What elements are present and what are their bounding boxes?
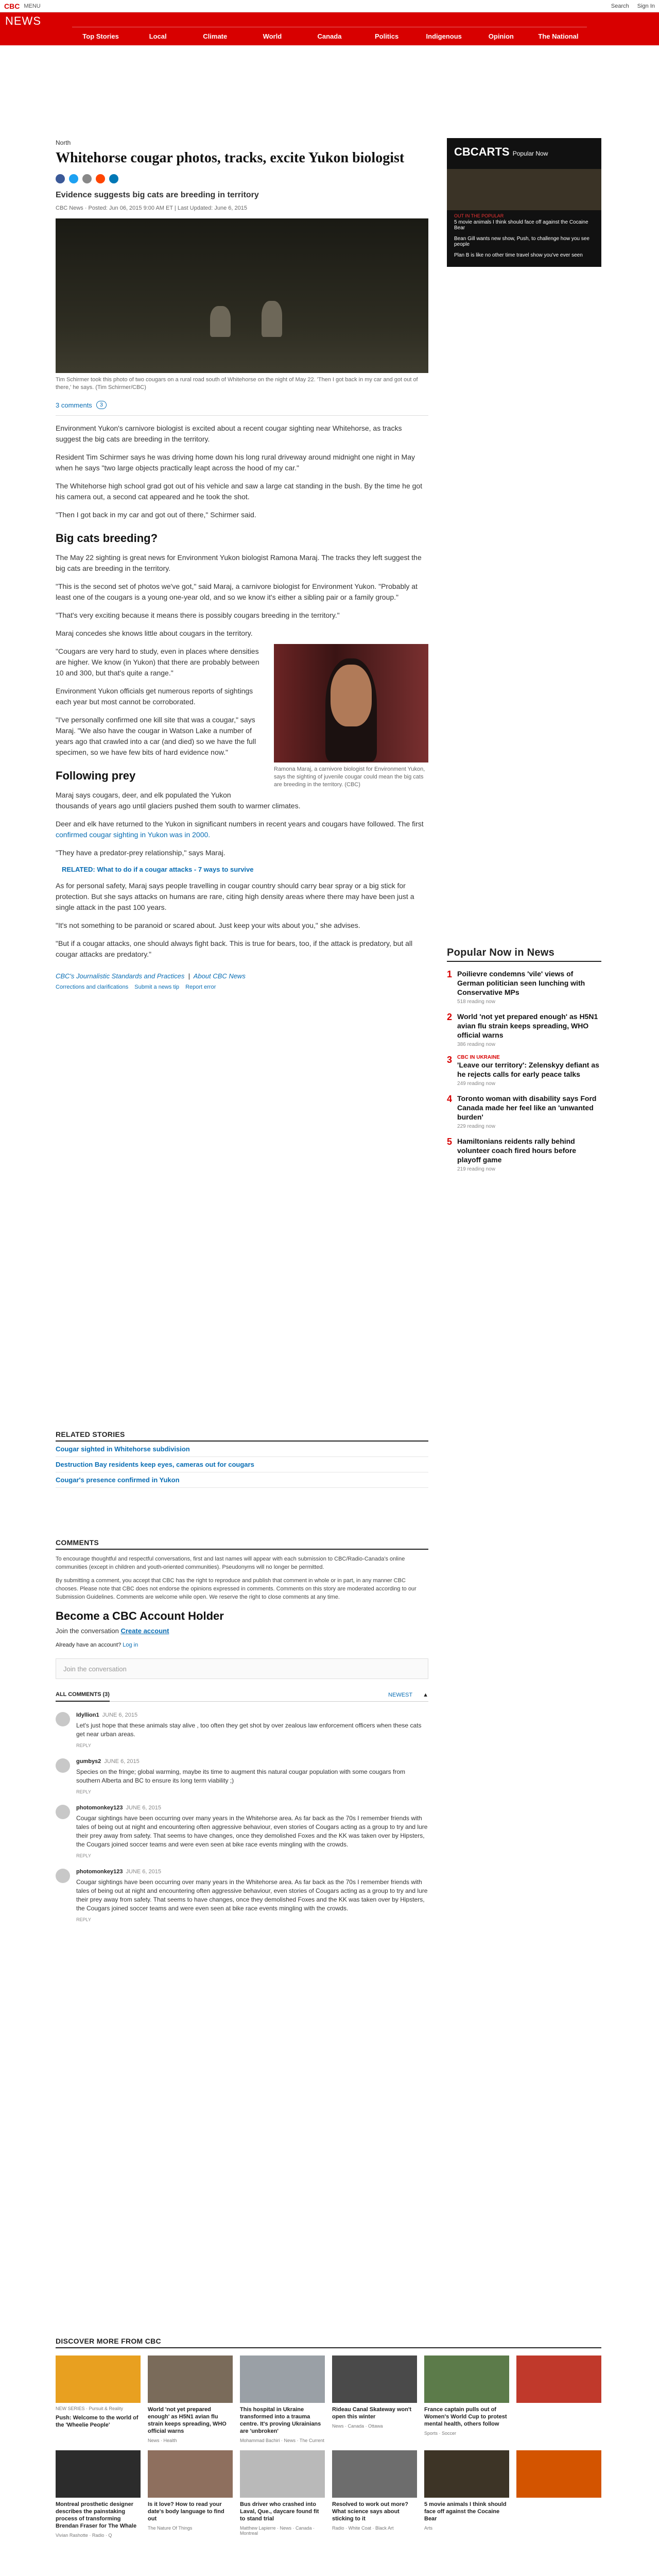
main-nav xyxy=(72,27,587,45)
paragraph: Environment Yukon's carnivore biologist is excited about a recent cougar sighting near Whitehorse, as tracks suggest the big cats are breeding in the territory. xyxy=(56,424,402,443)
nav-item[interactable]: World xyxy=(244,27,301,45)
nav-item[interactable]: The National xyxy=(530,27,587,45)
paragraph: "But if a cougar attacks, one should always fight back. This is true for bears, too, if the attack is predatory, but all cougar attacks are predatory." xyxy=(56,939,413,958)
comment-author[interactable] xyxy=(76,1712,428,1718)
discover-card[interactable] xyxy=(424,2355,509,2443)
join-text: Join the conversation xyxy=(56,1627,119,1635)
card-title[interactable]: Is it love? How to read your date's body language to find out xyxy=(148,2501,224,2522)
card-title[interactable]: Bus driver who crashed into Laval, Que., daycare found fit to stand trial xyxy=(240,2501,319,2522)
author-name[interactable]: photomonkey123 xyxy=(76,1805,123,1811)
card-title[interactable]: Resolved to work out more? What science says about sticking to it xyxy=(332,2501,408,2522)
popular-item[interactable] xyxy=(447,1012,601,1047)
bell-icon[interactable]: ▲ xyxy=(423,1691,428,1698)
card-title[interactable]: This hospital in Ukraine transformed into a trauma centre. It's proving Ukrainians are 'unbroken' xyxy=(240,2406,321,2434)
discover-card[interactable] xyxy=(516,2450,601,2538)
comments-section xyxy=(56,1520,428,1922)
comments-terms: By submitting a comment, you accept that CBC has the right to reproduce and publish that comment in whole or in part, in any manner CBC chooses. Please note that CBC does not endorse the opinions expressed in comments. Comments on this story are moderated according to our Submission Guidelines. Comments are welcome while open. We reserve the right to close comments at any time. xyxy=(56,1578,417,1600)
comment-author[interactable] xyxy=(76,1869,428,1875)
news-tip-link[interactable]: Submit a news tip xyxy=(134,984,180,990)
paragraph: "That's very exciting because it means there is possibly cougars breeding in the territory." xyxy=(56,611,340,619)
popular-title[interactable]: Hamiltonians reidents rally behind volunteer coach fired hours before playoff game xyxy=(457,1137,577,1164)
promo-label: OUT IN THE POPULAR xyxy=(454,213,504,218)
card-image xyxy=(240,2450,325,2498)
comment-text: Species on the fringe; global warming, maybe its time to augment this natural cougar population with some cougars from southern Alberta and BC to ensure its long term viability ;) xyxy=(76,1768,405,1784)
comment-text: Cougar sightings have been occurring over many years in the Whitehorse area. As far back as the 70s I remember friends with tales of being out at night and encountering often aggressive behaviour, even stories of Cougars acting as a group to try and lure their prey away from safety. That seems to have changes, once they demolished Foxes and the KK was taken over by Hipsters, the Cougars joined soccer teams and were even seen at bike race events mingling with the crowds. xyxy=(76,1815,428,1848)
reply-button[interactable]: REPLY xyxy=(76,1917,91,1922)
popular-reads: 386 reading now xyxy=(457,1042,495,1047)
nav-item[interactable]: Politics xyxy=(358,27,415,45)
inset-caption: Ramona Maraj, a carnivore biologist for Environment Yukon, says the sighting of juvenile cougar could mean the big cats are breeding in the territory. (CBC) xyxy=(274,766,425,788)
avatar xyxy=(56,1805,70,1819)
news-header xyxy=(0,12,659,45)
paragraph: "I've personally confirmed one kill site that was a cougar," says Maraj. "We also have the cougar in Watson Lake a number of years ago that crawled into a car (and died) so we have the full specimen, so we have few bits of hard evidence now." xyxy=(56,716,256,756)
inset-photo xyxy=(274,644,428,762)
avatar xyxy=(56,1869,70,1883)
card-title[interactable]: World 'not yet prepared enough' as H5N1 avian flu strain keeps spreading, WHO official warns xyxy=(148,2406,227,2434)
sign-in-button[interactable]: Sign In xyxy=(637,3,655,9)
card-meta: NEW SERIES · Pursuit & Reality xyxy=(56,2406,124,2411)
popular-item[interactable] xyxy=(447,1094,601,1129)
card-meta: Vivian Rashotte · Radio · Q xyxy=(56,2533,112,2538)
card-meta: Mohammad Bachiri · News · The Current xyxy=(240,2438,324,2443)
nav-item[interactable]: Indigenous xyxy=(415,27,473,45)
nav-item[interactable]: Local xyxy=(129,27,186,45)
card-image xyxy=(332,2450,417,2498)
hero-photo xyxy=(56,218,428,373)
popular-item[interactable] xyxy=(447,1055,601,1087)
cougar-figure xyxy=(262,301,282,337)
comment-item xyxy=(56,1869,428,1922)
comments-count-badge[interactable]: 3 xyxy=(96,401,107,409)
cbc-logo[interactable]: CBC xyxy=(4,2,20,10)
create-account-link[interactable]: Create account xyxy=(120,1627,169,1635)
card-meta: Radio · White Coat · Black Art xyxy=(332,2526,394,2531)
card-title[interactable]: Rideau Canal Skateway won't open this winter xyxy=(332,2406,412,2420)
card-meta: The Nature Of Things xyxy=(148,2526,193,2531)
card-image xyxy=(424,2355,509,2403)
cougar-figure xyxy=(210,306,231,337)
card-title[interactable]: France captain pulls out of Women's World Cup to protest mental health, others follow xyxy=(424,2406,507,2427)
popular-item[interactable] xyxy=(447,1137,601,1172)
paragraph: Maraj concedes she knows little about cougars in the territory. xyxy=(56,629,253,637)
promo-item[interactable]: Plan B is like no other time travel show you've ever seen xyxy=(454,252,583,258)
arts-tag: Popular Now xyxy=(512,150,548,157)
divider xyxy=(56,415,428,416)
login-link[interactable]: Log in xyxy=(123,1642,138,1648)
arts-promo[interactable] xyxy=(447,138,601,267)
card-meta: News · Health xyxy=(148,2438,177,2443)
already-text: Already have an account? xyxy=(56,1642,122,1648)
popular-reads: 518 reading now xyxy=(457,999,495,1005)
byline: CBC News · Posted: Jun 06, 2015 9:00 AM ET | Last Updated: June 6, 2015 xyxy=(56,205,247,211)
paragraph: "Cougars are very hard to study, even in places where densities are higher. We know (in Yukon) that there are probably between 10 and 300, but that's quite a range." xyxy=(56,647,259,677)
promo-item[interactable]: 5 movie animals I think should face off against the Cocaine Bear xyxy=(454,219,588,231)
nav-item[interactable]: Climate xyxy=(186,27,244,45)
email-icon[interactable] xyxy=(82,174,92,183)
author-name[interactable]: Idyllion1 xyxy=(76,1712,99,1718)
card-image xyxy=(516,2355,601,2403)
card-title[interactable]: Push: Welcome to the world of the 'Wheelie People' xyxy=(56,2415,138,2428)
paragraph: As for personal safety, Maraj says people travelling in cougar country should carry bear spray or a big stick for protection. But she says attacks on humans are rare, citing high density areas where there may have been just a single attack in the past 100 years. xyxy=(56,882,414,911)
discover-card[interactable] xyxy=(332,2450,417,2538)
card-image xyxy=(424,2450,509,2498)
news-label[interactable]: NEWS xyxy=(5,14,41,27)
card-meta: News · Canada · Ottawa xyxy=(332,2424,383,2429)
reddit-icon[interactable] xyxy=(96,174,105,183)
arts-brand xyxy=(454,145,548,159)
corrections-link[interactable]: Corrections and clarifications xyxy=(56,984,129,990)
discover-section xyxy=(56,2318,601,2538)
paragraph: "Then I got back in my car and got out of there," Schirmer said. xyxy=(56,511,256,519)
discover-card[interactable] xyxy=(240,2450,325,2538)
popular-title[interactable]: Poilievre condemns 'vile' views of German politician seen lunching with Conservative MPs xyxy=(457,970,585,996)
sidebar xyxy=(447,138,601,1172)
discover-grid xyxy=(56,2355,601,2538)
popular-title[interactable]: Toronto woman with disability says Ford Canada made her feel like an 'unwanted burden' xyxy=(457,1094,597,1121)
popular-item[interactable] xyxy=(447,969,601,1005)
popular-rank: 2 xyxy=(447,1012,453,1022)
popular-now xyxy=(447,947,601,1172)
about-news-link[interactable]: About CBC News xyxy=(193,972,246,980)
author-name[interactable]: photomonkey123 xyxy=(76,1869,123,1875)
related-stories xyxy=(56,1412,428,1488)
discover-card[interactable] xyxy=(516,2355,601,2443)
comment-item xyxy=(56,1805,428,1858)
photo-caption: Tim Schirmer took this photo of two cougars on a rural road south of Whitehorse on the night of May 22. 'Then I got back in my car and got out of there,' he says. (Tim Schirmer/CBC) xyxy=(56,377,418,391)
report-error-link[interactable]: Report error xyxy=(185,984,216,990)
comment-text: Let's just hope that these animals stay alive , too often they get shot by over zealous law enforcement officers when these cats get near urban areas. xyxy=(76,1722,422,1738)
inset-photo-block xyxy=(274,644,428,789)
card-image xyxy=(56,2355,141,2403)
related-story-link[interactable]: Destruction Bay residents keep eyes, cameras out for cougars xyxy=(56,1457,428,1472)
paragraph: The Whitehorse high school grad got out of his vehicle and saw a large cat standing in the bush. By the time he got his camera out, a second cat appeared and he took the shot. xyxy=(56,482,423,501)
popular-rank: 5 xyxy=(447,1137,453,1147)
tab-all-comments[interactable]: ALL COMMENTS (3) xyxy=(56,1691,110,1702)
paragraph-with-link xyxy=(56,819,428,840)
inline-link[interactable]: confirmed cougar sighting in Yukon was in 2000. xyxy=(56,831,211,839)
paragraph: "This is the second set of photos we've got," said Maraj, a carnivore biologist for Environment Yukon. "Probably at least one of the cougars is a young one-year old, and so we know it's either a sibling pair or a family group." xyxy=(56,582,418,601)
paragraph: Maraj says cougars, deer, and elk populated the Yukon thousands of years ago until glaciers pushed them south to warmer climates. xyxy=(56,791,301,810)
popular-rank: 3 xyxy=(447,1055,453,1065)
popular-rank: 1 xyxy=(447,969,453,979)
already-row xyxy=(56,1642,428,1648)
popular-title[interactable]: World 'not yet prepared enough' as H5N1 avian flu strain keeps spreading, WHO official warns xyxy=(457,1012,598,1039)
paragraph: Resident Tim Schirmer says he was driving home down his long rural driveway around midnight one night in May when he says "two large objects practically leapt across the hood of my car." xyxy=(56,453,415,472)
nav-item[interactable]: Canada xyxy=(301,27,358,45)
card-meta: Sports · Soccer xyxy=(424,2431,457,2436)
tab-all-label: ALL COMMENTS xyxy=(56,1691,101,1698)
article xyxy=(56,139,428,990)
paragraph: "It's not something to be paranoid or scared about. Just keep your wits about you," she advises. xyxy=(56,921,360,929)
account-heading: Become a CBC Account Holder xyxy=(56,1609,224,1622)
subheading-prey: Following prey xyxy=(56,769,136,782)
search-button[interactable]: Search xyxy=(611,3,629,9)
card-image xyxy=(240,2355,325,2403)
author-name[interactable]: gumbys2 xyxy=(76,1758,101,1765)
twitter-icon[interactable] xyxy=(69,174,78,183)
related-story-link[interactable]: Cougar sighted in Whitehorse subdivision xyxy=(56,1442,428,1457)
feedback-links xyxy=(56,984,428,990)
promo-image xyxy=(447,169,601,210)
comment-input[interactable]: Join the conversation xyxy=(56,1658,428,1679)
popular-rank: 4 xyxy=(447,1094,453,1104)
comment-text: Cougar sightings have been occurring over many years in the Whitehorse area. As far back as the 70s I remember friends with tales of being out at night and encountering often aggressive behaviour, even stories of Cougars acting as a group to try and lure their prey away from safety. That seems to have changes, once they demolished Foxes and the KK was taken over by Hipsters, the Cougars joined soccer teams and were even seen at bike race events mingling with the crowds. xyxy=(76,1878,428,1912)
promo-item[interactable]: Bean Gill wants new show, Push, to challenge how you see people xyxy=(454,236,589,247)
paragraph: Environment Yukon officials get numerous reports of sightings each year but most cannot be corroborated. xyxy=(56,687,253,706)
avatar xyxy=(56,1712,70,1726)
popular-title[interactable]: 'Leave our territory': Zelenskyy defiant as he rejects calls for early peace talks xyxy=(457,1061,599,1078)
reply-button[interactable]: REPLY xyxy=(76,1789,91,1794)
paragraph: The May 22 sighting is great news for Environment Yukon biologist Ramona Maraj. The tracks they left suggest the big cats are breeding in the territory. xyxy=(56,553,422,572)
popular-reads: 229 reading now xyxy=(457,1124,495,1129)
card-image xyxy=(516,2450,601,2498)
nav-item[interactable]: Top Stories xyxy=(72,27,129,45)
discover-card[interactable] xyxy=(56,2355,141,2443)
discover-card[interactable] xyxy=(332,2355,417,2443)
card-meta: Arts xyxy=(424,2526,433,2531)
facebook-icon[interactable] xyxy=(56,174,65,183)
discover-card[interactable] xyxy=(148,2450,233,2538)
comments-heading: COMMENTS xyxy=(56,1538,428,1550)
comments-policy: To encourage thoughtful and respectful conversations, first and last names will appear with each submission to CBC/Radio-Canada's online communities (except in children and youth-oriented communities). Pseudonyms will no longer be permitted. xyxy=(56,1556,405,1570)
comment-item xyxy=(56,1758,428,1794)
discover-card[interactable] xyxy=(148,2355,233,2443)
card-image xyxy=(56,2450,141,2498)
portrait-face xyxy=(331,665,372,726)
popular-reads: 249 reading now xyxy=(457,1081,495,1087)
comment-date: JUNE 6, 2015 xyxy=(126,1869,161,1875)
discover-heading: DISCOVER MORE FROM CBC xyxy=(56,2337,601,2348)
paragraph-text: Deer and elk have returned to the Yukon in significant numbers in recent years and cougars have followed. The first xyxy=(56,820,424,828)
tab-count: 3 xyxy=(105,1691,108,1698)
card-meta: Matthew Lapierre · News · Canada · Montreal xyxy=(240,2526,315,2536)
related-story-link[interactable]: Cougar's presence confirmed in Yukon xyxy=(56,1472,428,1488)
comment-author[interactable] xyxy=(76,1805,428,1811)
discover-card[interactable] xyxy=(424,2450,509,2538)
join-row xyxy=(56,1627,428,1635)
standards-links: CBC's Journalistic Standards and Practices | About CBC News xyxy=(56,972,246,980)
reply-button[interactable]: REPLY xyxy=(76,1853,91,1858)
comments-link[interactable] xyxy=(56,401,428,409)
standards-link[interactable]: CBC's Journalistic Standards and Practices xyxy=(56,972,185,980)
share-bar xyxy=(56,174,428,183)
section-label[interactable]: North xyxy=(56,139,71,146)
comment-date: JUNE 6, 2015 xyxy=(126,1805,161,1811)
linkedin-icon[interactable] xyxy=(109,174,118,183)
card-title[interactable]: 5 movie animals I think should face off against the Cocaine Bear xyxy=(424,2501,507,2522)
card-image xyxy=(332,2355,417,2403)
comment-item xyxy=(56,1712,428,1748)
comment-author[interactable] xyxy=(76,1758,428,1765)
related-heading: RELATED STORIES xyxy=(56,1430,428,1442)
arts-brand-text: CBCARTS xyxy=(454,145,510,158)
sort-dropdown[interactable]: NEWEST xyxy=(388,1691,413,1698)
comments-link-label[interactable]: 3 comments xyxy=(56,401,92,409)
menu-button[interactable]: MENU xyxy=(24,3,41,9)
related-inline-link[interactable]: RELATED: What to do if a cougar attacks - 7 ways to survive xyxy=(62,866,254,873)
subheading-breeding: Big cats breeding? xyxy=(56,532,158,545)
popular-reads: 219 reading now xyxy=(457,1166,495,1172)
reply-button[interactable]: REPLY xyxy=(76,1743,91,1748)
discover-card[interactable] xyxy=(240,2355,325,2443)
nav-item[interactable]: Opinion xyxy=(473,27,530,45)
discover-card[interactable] xyxy=(56,2450,141,2538)
comment-date: JUNE 6, 2015 xyxy=(102,1712,138,1718)
comment-tabs xyxy=(56,1691,428,1702)
paragraph: "They have a predator-prey relationship," says Maraj. xyxy=(56,849,226,857)
popular-heading: Popular Now in News xyxy=(447,947,601,962)
article-title: Whitehorse cougar photos, tracks, excite Yukon biologist xyxy=(56,150,405,166)
card-title[interactable]: Montreal prosthetic designer describes the painstaking process of transforming Brendan Fraser for The Whale xyxy=(56,2501,137,2529)
top-utility-bar xyxy=(0,0,659,12)
avatar xyxy=(56,1758,70,1773)
article-dek: Evidence suggests big cats are breeding in territory xyxy=(56,191,259,199)
comment-date: JUNE 6, 2015 xyxy=(104,1758,140,1765)
card-image xyxy=(148,2450,233,2498)
card-image xyxy=(148,2355,233,2403)
popular-tag: CBC IN UKRAINE xyxy=(457,1055,500,1060)
